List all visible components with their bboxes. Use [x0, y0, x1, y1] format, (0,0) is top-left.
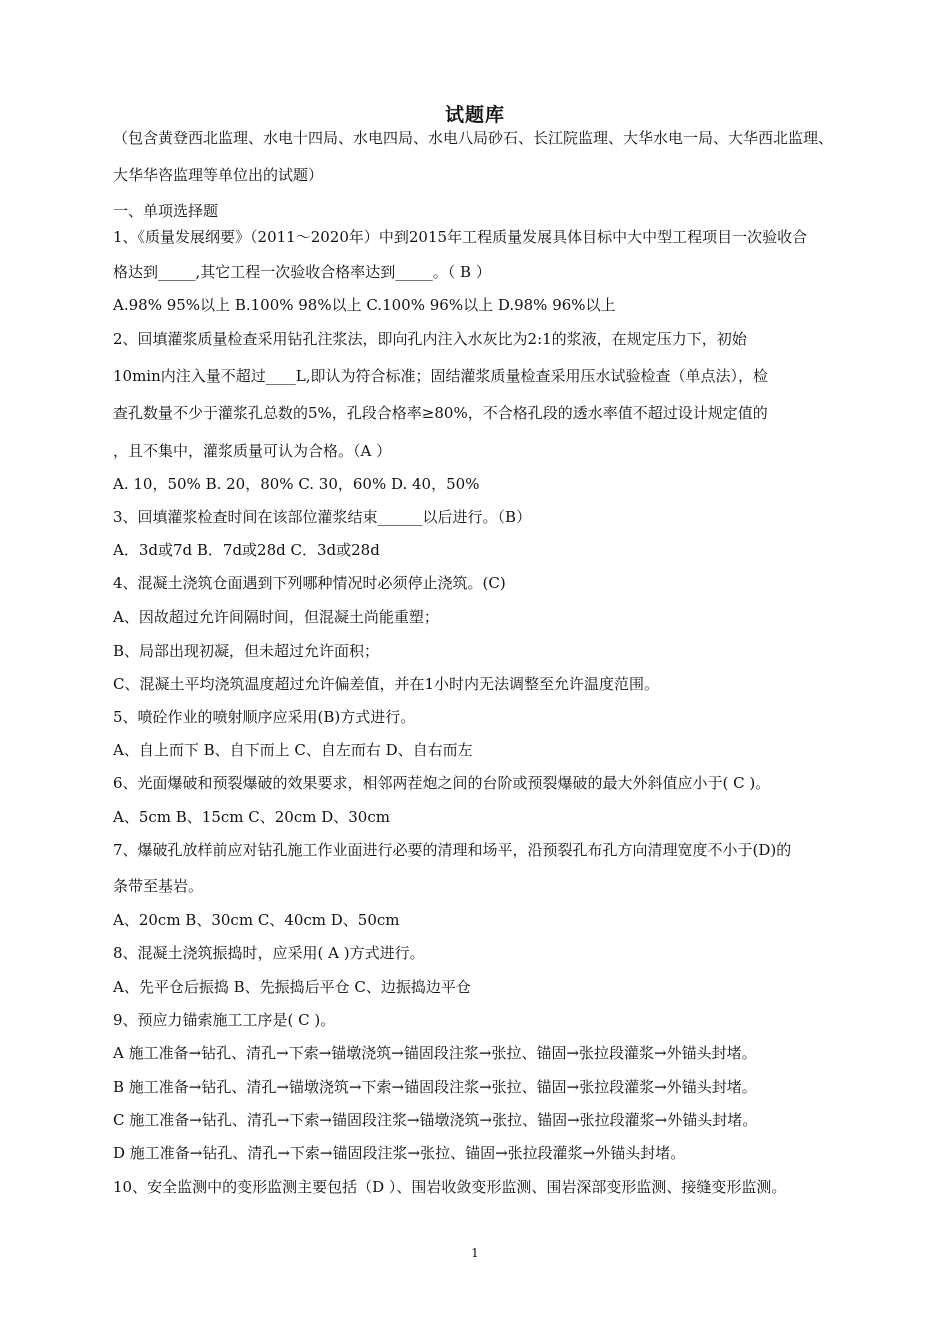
question-3-options: A．3d或7d B．7d或28d C．3d或28d	[113, 541, 380, 559]
page-title: 试题库	[444, 104, 505, 126]
question-9-option-d: D 施工准备→钻孔、清孔→下索→锚固段注浆→张拉、锚固→张拉段灌浆→外锚头封堵。	[113, 1144, 686, 1162]
question-3: 3、回填灌浆检查时间在该部位灌浆结束______以后进行。（B）	[113, 508, 532, 526]
question-2-line-1: 2、回填灌浆质量检查采用钻孔注浆法，即向孔内注入水灰比为2:1的浆液，在规定压力下，初始	[113, 330, 747, 348]
question-9-option-b: B 施工准备→钻孔、清孔→锚墩浇筑→下索→锚固段注浆→张拉、锚固→张拉段灌浆→外锚头封堵。	[113, 1078, 757, 1096]
question-1-line-1: 1、《质量发展纲要》（2011～2020年）中到2015年工程质量发展具体目标中大中型工程项目一次验收合	[113, 228, 808, 246]
question-1-options: A.98% 95%以上 B.100% 98%以上 C.100% 96%以上 D.98% 96%以上	[113, 296, 616, 314]
question-4-option-a: A、因故超过允许间隔时间，但混凝土尚能重塑；	[113, 608, 439, 626]
question-2-options: A. 10，50% B. 20，80% C. 30，60% D. 40，50%	[113, 475, 480, 493]
question-2-line-3: 查孔数量不少于灌浆孔总数的5%，孔段合格率≥80%，不合格孔段的透水率值不超过设计规定值的	[113, 404, 768, 422]
question-7-options: A、20cm B、30cm C、40cm D、50cm	[113, 911, 400, 929]
question-2-line-4: ，且不集中，灌浆质量可认为合格。（A ）	[113, 442, 392, 460]
question-8: 8、混凝土浇筑振捣时，应采用( A )方式进行。	[113, 944, 425, 962]
question-9: 9、预应力锚索施工工序是( C )。	[113, 1011, 336, 1029]
question-4: 4、混凝土浇筑仓面遇到下列哪种情况时必须停止浇筑。(C)	[113, 574, 506, 592]
question-2-line-2: 10min内注入量不超过____L,即认为符合标准；固结灌浆质量检查采用压水试验检查（单点法），检	[113, 367, 769, 385]
question-6-options: A、5cm B、15cm C、20cm D、30cm	[113, 808, 390, 826]
question-1-line-2: 格达到_____,其它工程一次验收合格率达到_____。（ B ）	[113, 263, 491, 281]
question-9-option-c: C 施工准备→钻孔、清孔→下索→锚固段注浆→锚墩浇筑→张拉、锚固→张拉段灌浆→外锚头封堵。	[113, 1111, 758, 1129]
question-5: 5、喷砼作业的喷射顺序应采用(B)方式进行。	[113, 708, 416, 726]
page-number: 1	[471, 1246, 479, 1260]
question-9-option-a: A 施工准备→钻孔、清孔→下索→锚墩浇筑→锚固段注浆→张拉、锚固→张拉段灌浆→外锚头封堵。	[113, 1044, 757, 1062]
question-7-line-2: 条带至基岩。	[113, 877, 204, 895]
subtitle-line-1: （包含黄登西北监理、水电十四局、水电四局、水电八局砂石、长江院监理、大华水电一局、大华西北监理、	[113, 129, 834, 147]
question-6: 6、光面爆破和预裂爆破的效果要求，相邻两茬炮之间的台阶或预裂爆破的最大外斜值应小于( C )。	[113, 774, 771, 792]
question-4-option-c: C、混凝土平均浇筑温度超过允许偏差值，并在1小时内无法调整至允许温度范围。	[113, 675, 660, 693]
question-7-line-1: 7、爆破孔放样前应对钻孔施工作业面进行必要的清理和场平，沿预裂孔布孔方向清理宽度不小于(D)的	[113, 841, 792, 859]
subtitle-line-2: 大华华咨监理等单位出的试题）	[113, 166, 324, 184]
question-4-option-b: B、局部出现初凝，但未超过允许面积；	[113, 642, 380, 660]
question-5-options: A、自上而下 B、自下而上 C、自左而右 D、自右而左	[113, 741, 473, 759]
question-8-options: A、先平仓后振捣 B、先振捣后平仓 C、边振捣边平仓	[113, 978, 471, 996]
section-heading: 一、单项选择题	[113, 202, 219, 220]
question-10: 10、安全监测中的变形监测主要包括（D ）、围岩收敛变形监测、围岩深部变形监测、接缝变形监测。	[113, 1178, 787, 1196]
